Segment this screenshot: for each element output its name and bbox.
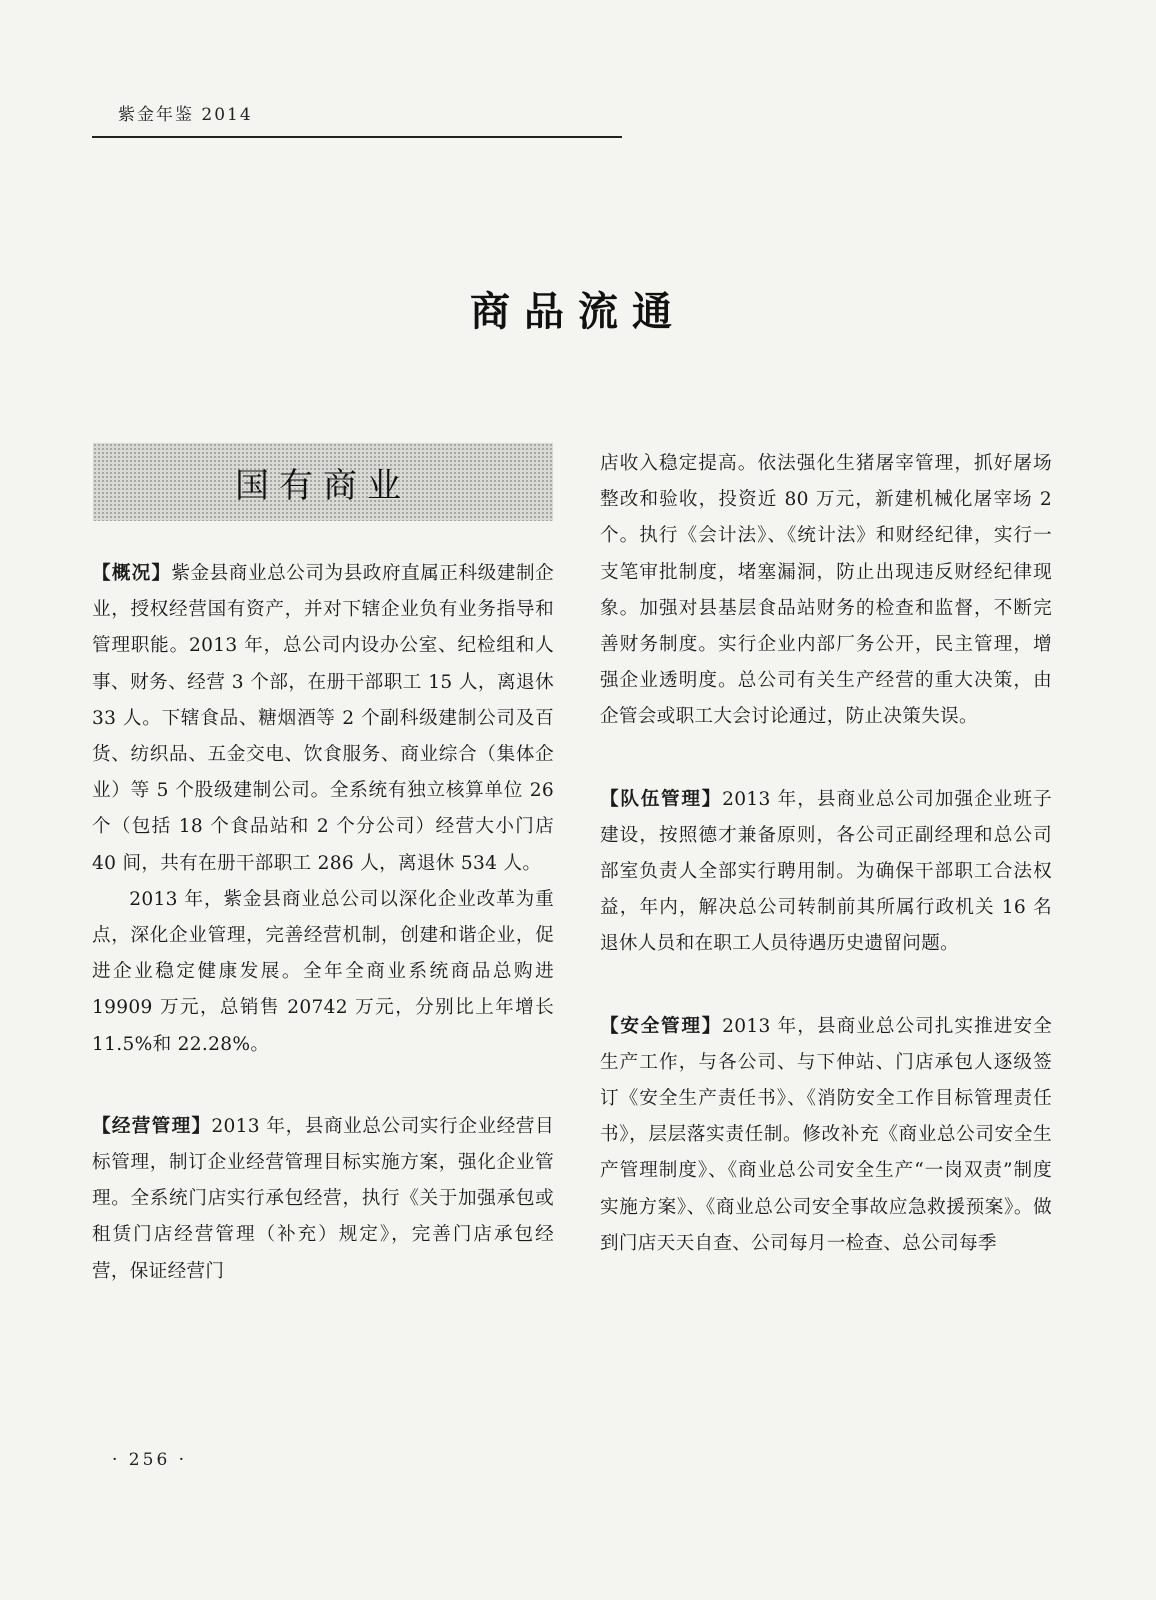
team-management-text: 2013 年，县商业总公司加强企业班子建设，按照德才兼备原则，各公司正副经理和总公司部室负责人全部实行聘用制。为确保干部职工合法权益，年内，解决总公司转制前其所属行政机关 16 名退休人员和在职工人员待遇历史遗留问题。 [600,788,1052,955]
left-column [92,556,554,1290]
paragraph-continued: 店收入稳定提高。依法强化生猪屠宰管理，抓好屠场整改和验收，投资近 80 万元，新建机械化屠宰场 2 个。执行《会计法》、《统计法》和财经纪律，实行一支笔审批制度，堵塞漏洞，防止出现违反财经纪律现象。加强对县基层食品站财务的检查和监督，不断完善财务制度。实行企业内部厂务公开，民主管理，增强企业透明度。总公司有关生产经营的重大决策，由企管会或职工大会讨论通过，防止决策失误。 [600,453,1052,728]
team-management-label: 【队伍管理】 [600,788,723,810]
paragraph-team-management [600,782,1052,963]
paragraph-safety-management [600,1009,1052,1262]
section-banner [93,443,553,521]
right-column [600,446,1052,1262]
paragraph-summary: 2013 年，紫金县商业总公司以深化企业改革为重点，深化企业管理，完善经营机制，创建和谐企业，促进企业稳定健康发展。全年全商业系统商品总购进 19909 万元，总销售 20742 万元，分别比上年增长 11.5%和 22.28%。 [92,888,554,1055]
paragraph-overview [92,556,554,882]
running-head: 紫金年鉴 2014 [118,105,253,125]
operation-management-label: 【经营管理】 [92,1115,212,1137]
overview-text: 紫金县商业总公司为县政府直属正科级建制企业，授权经营国有资产，并对下辖企业负有业务指导和管理职能。2013 年，总公司内设办公室、纪检组和人事、财务、经营 3 个部，在册干部职工 15 人，离退休 33 人。下辖食品、糖烟酒等 2 个副科级建制公司及百货、纺织品、五金交电、饮食服务、商业综合（集体企业）等 5 个股级建制公司。全系统有独立核算单位 26 个（包括 18 个食品站和 2 个分公司）经营大小门店 40 间，共有在册干部职工 286 人，离退休 534 人。 [92,563,554,874]
header-rule [92,136,622,138]
operation-management-text: 2013 年，县商业总公司实行企业经营目标管理，制订企业经营管理目标实施方案，强化企业管理。全系统门店实行承包经营，执行《关于加强承包或租赁门店经营管理（补充）规定》，完善门店承包经营，保证经营门 [92,1115,554,1282]
safety-management-text: 2013 年，县商业总公司扎实推进安全生产工作，与各公司、与下伸站、门店承包人逐级签订《安全生产责任书》、《消防安全工作目标管理责任书》，层层落实责任制。修改补充《商业总公司安全生产管理制度》、《商业总公司安全生产“一岗双责”制度实施方案》、《商业总公司安全事故应急救援预案》。做到门店天天自查、公司每月一检查、总公司每季 [600,1015,1052,1254]
page-title: 商品流通 [470,288,686,335]
section-heading: 国有商业 [235,465,411,506]
overview-label: 【概况】 [92,563,172,584]
page-number: · 256 · [112,1450,188,1470]
safety-management-label: 【安全管理】 [600,1015,723,1037]
paragraph-operation-management [92,1109,554,1290]
